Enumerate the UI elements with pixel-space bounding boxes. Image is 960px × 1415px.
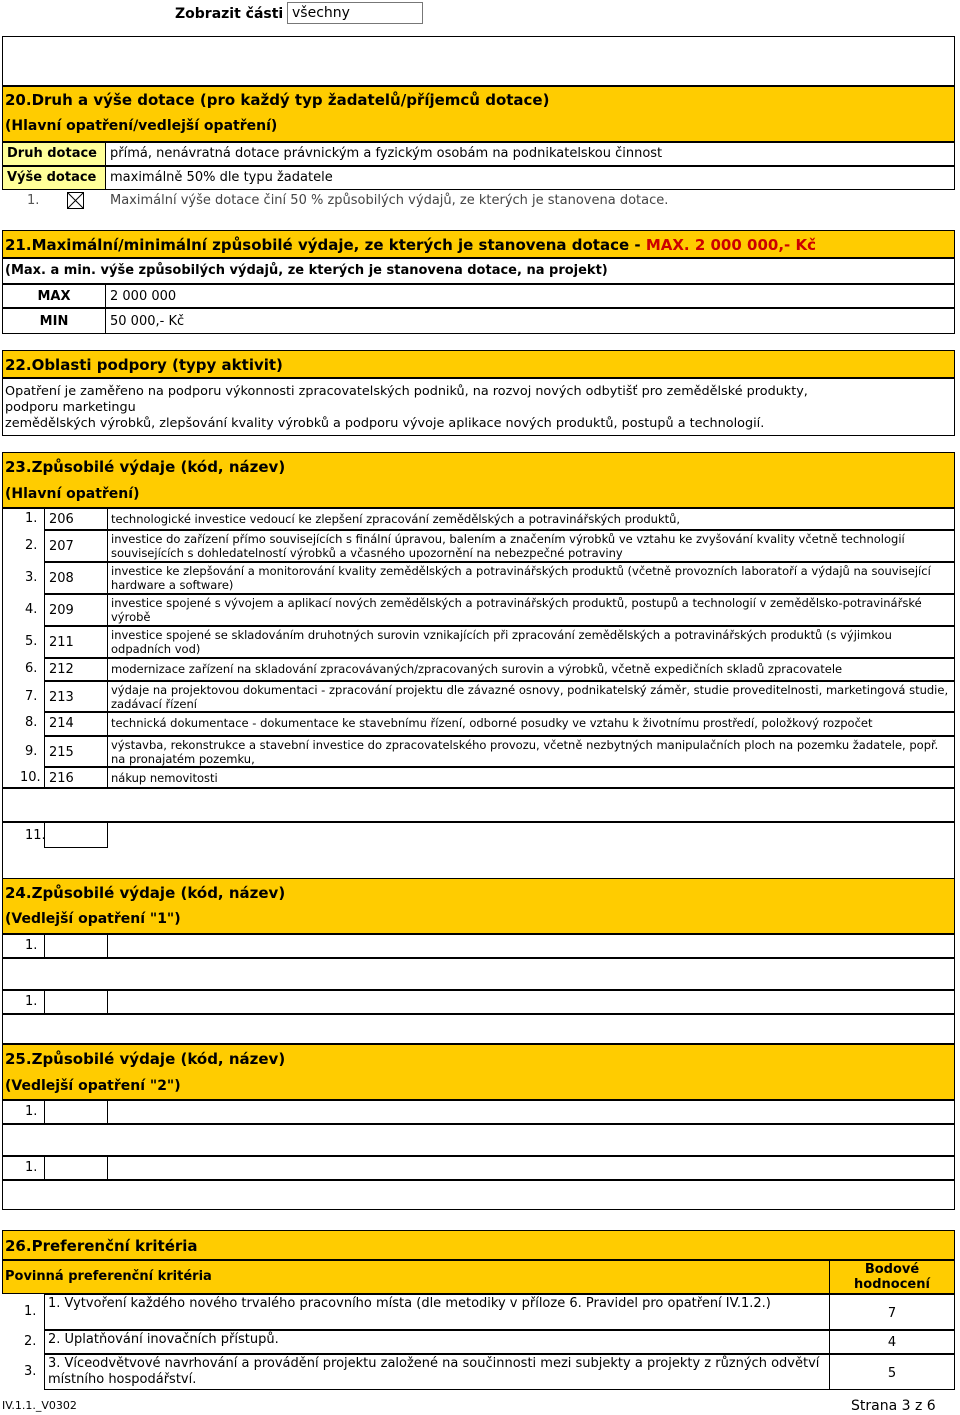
- expense-row-number: 1.: [25, 511, 38, 526]
- expense-row-text: technologické investice vedoucí ke zlepšení zpracování zemědělských a potravinářských produktů,: [107, 508, 955, 530]
- section-23-subtitle: (Hlavní opatření): [5, 486, 140, 502]
- criterion-score: 5: [829, 1354, 955, 1390]
- druh-dotace-label: Druh dotace: [2, 142, 106, 166]
- checkbox-checked-icon[interactable]: [67, 192, 84, 209]
- row-11-number: 11.: [25, 828, 46, 843]
- criterion-number: 3.: [24, 1364, 37, 1379]
- empty-box: [2, 36, 955, 86]
- criterion-score: 4: [829, 1330, 955, 1354]
- section-24-header: [2, 878, 955, 934]
- expense-row-text: investice spojené se skladováním druhotných surovin vznikajících při zpracování zemědělských a potravinářských produktů (s výjimkou odpadních vod): [107, 626, 955, 658]
- criterion-score: 7: [829, 1294, 955, 1330]
- criterion-text: 2. Uplatňování inovačních přístupů.: [44, 1330, 830, 1354]
- section-25-row-2-number: 1.: [25, 1160, 38, 1175]
- section-22-line-3: zemědělských výrobků, zlepšování kvality výrobků a podporu vývoje aplikace nových produktů, postupů a technologií.: [5, 416, 765, 431]
- expense-row-text: investice do zařízení přímo souvisejících s finální úpravou, balením a značením výrobků ve vztahu ke zvyšování kvality včetně technologií souvisejících s dohledatelností výrobků a včasného upozornění na nebezpečné potraviny: [107, 530, 955, 562]
- section-21-subheader: [2, 258, 955, 284]
- section-23-header: [2, 452, 955, 508]
- expense-row-text: nákup nemovitosti: [107, 767, 955, 788]
- section-23-title: 23.Způsobilé výdaje (kód, název): [5, 458, 286, 476]
- section-25-row-1: [2, 1100, 955, 1124]
- section-26-title: 26.Preferenční kritéria: [5, 1237, 198, 1255]
- section-24-title: 24.Způsobilé výdaje (kód, název): [5, 884, 286, 902]
- expense-row-number: 2.: [25, 538, 38, 553]
- section-22-body: [2, 378, 955, 436]
- expense-row-code: 208: [44, 562, 108, 594]
- section-24-row-2-number: 1.: [25, 994, 38, 1009]
- section-22-header: [2, 350, 955, 378]
- section-24-row-1-code: [44, 934, 108, 958]
- expense-row-text: investice ke zlepšování a monitorování kvality zemědělských a potravinářských produktů (včetně provozních laboratoří a výdajů na související hardware a software): [107, 562, 955, 594]
- expense-row-number: 7.: [25, 689, 38, 704]
- expense-row-code: 209: [44, 594, 108, 626]
- expense-row-number: 10.: [20, 770, 41, 785]
- expense-row-number: 6.: [25, 661, 38, 676]
- section-24-row-1-number: 1.: [25, 938, 38, 953]
- section-24-tail: [2, 1014, 955, 1044]
- expense-row-number: 5.: [25, 634, 38, 649]
- expense-row-text: modernizace zařízení na skladování zpracovávaných/zpracovaných surovin a výrobků, včetně expedičních skladů zpracovatele: [107, 658, 955, 681]
- section-21-subtitle: [5, 263, 608, 278]
- filter-select[interactable]: všechny: [287, 2, 423, 24]
- vyse-dotace-label: Výše dotace: [2, 166, 106, 190]
- section-21-title-main: 21.Maximální/minimální způsobilé výdaje, ze kterých je stanovena dotace -: [5, 236, 646, 254]
- item-text: Maximální výše dotace činí 50 % způsobilých výdajů, ze kterých je stanovena dotace.: [110, 193, 669, 208]
- section-21-header: [2, 230, 955, 258]
- section-21-subtitle-a: (Max. a min.: [5, 263, 101, 278]
- expense-row-code: 207: [44, 530, 108, 562]
- section-24-subtitle: (Vedlejší opatření "1"): [5, 911, 181, 927]
- expense-row-code: 215: [44, 736, 108, 767]
- vyse-dotace-value: maximálně 50% dle typu žadatele: [105, 166, 955, 190]
- section-22-title: 22.Oblasti podpory (typy aktivit): [5, 356, 283, 374]
- criterion-text: 1. Vytvoření každého nového trvalého pracovního místa (dle metodiky v příloze 6. Pravidel pro opatření IV.1.2.): [44, 1294, 830, 1330]
- section-26-subheader: [2, 1260, 830, 1294]
- section-21-title: [5, 236, 816, 254]
- expense-row-number: 4.: [25, 602, 38, 617]
- score-column-header: Bodové hodnocení: [829, 1260, 955, 1294]
- druh-dotace-value: přímá, nenávratná dotace právnickým a fyzickým osobám na podnikatelskou činnost: [105, 142, 955, 166]
- expense-row-text: investice spojené s vývojem a aplikací nových zemědělských a potravinářských produktů, postupů a technologií v zemědělsko-potravinářské výrobě: [107, 594, 955, 626]
- item-number: 1.: [27, 193, 40, 208]
- section-20-title: 20.Druh a výše dotace (pro každý typ žadatelů/příjemců dotace): [5, 91, 550, 109]
- min-value: 50 000,- Kč: [105, 308, 955, 334]
- expense-row-code: 206: [44, 508, 108, 530]
- section-24-row-2: [2, 990, 955, 1014]
- expense-row-code: 216: [44, 767, 108, 788]
- expense-row-text: technická dokumentace - dokumentace ke stavebnímu řízení, odborné posudky ve vztahu k životnímu prostředí, položkový rozpočet: [107, 712, 955, 736]
- section-24-row-1: [2, 934, 955, 958]
- expense-row-text: výstavba, rekonstrukce a stavební investice do zpracovatelského provozu, včetně nezbytných manipulačních ploch na pozemku žadatele, popř. na pronajatém pozemku,: [107, 736, 955, 767]
- criterion-text: 3. Víceodvětvové navrhování a provádění projektu založené na součinnosti mezi subjekty a projekty z různých odvětví místního hospodářství.: [44, 1354, 830, 1390]
- section-20-subtitle: (Hlavní opatření/vedlejší opatření): [5, 118, 278, 134]
- section-25-row-2-code: [44, 1156, 108, 1180]
- min-label: MIN: [2, 308, 106, 334]
- expense-row-number: 3.: [25, 570, 38, 585]
- expense-row-text: výdaje na projektovou dokumentaci - zpracování projektu dle závazné osnovy, podnikatelský záměr, studie proveditelnosti, marketingová studie, zadávací řízení: [107, 681, 955, 712]
- section-25-gap: [2, 1124, 955, 1156]
- section-22-line-1: Opatření je zaměřeno na podporu výkonnosti zpracovatelských podniků, na rozvoj nových odbytišť pro zemědělské produkty,: [5, 384, 808, 399]
- section-24-gap: [2, 958, 955, 990]
- criterion-number: 2.: [24, 1334, 37, 1349]
- section-24-row-2-code: [44, 990, 108, 1014]
- section-25-row-2: [2, 1156, 955, 1180]
- expense-row-code: 213: [44, 681, 108, 712]
- expense-row-code: 212: [44, 658, 108, 681]
- section-22-line-2: podporu marketingu: [5, 400, 136, 415]
- section-20-header: [2, 86, 955, 142]
- page-number: Strana 3 z 6: [851, 1398, 936, 1414]
- section-23-blank-row: [2, 788, 955, 822]
- expense-row-code: 214: [44, 712, 108, 736]
- section-25-title: 25.Způsobilé výdaje (kód, název): [5, 1050, 286, 1068]
- section-21-title-max: MAX. 2 000 000,- Kč: [645, 236, 816, 254]
- criterion-number: 1.: [24, 1304, 37, 1319]
- section-25-header: [2, 1044, 955, 1100]
- max-value: 2 000 000: [105, 284, 955, 308]
- section-26-header: [2, 1230, 955, 1260]
- section-25-subtitle: (Vedlejší opatření "2"): [5, 1078, 181, 1094]
- section-21-subtitle-b: výše způsobilých výdajů, ze kterých je stanovena dotace, na projekt): [100, 263, 608, 278]
- section-25-tail: [2, 1180, 955, 1210]
- section-26-subtitle: Povinná preferenční kritéria: [5, 1269, 212, 1284]
- section-25-row-1-number: 1.: [25, 1104, 38, 1119]
- section-23-row-11: [2, 822, 955, 880]
- expense-row-number: 9.: [25, 744, 38, 759]
- expense-row-code: 211: [44, 626, 108, 658]
- expense-row-number: 8.: [25, 715, 38, 730]
- filter-label: Zobrazit části: [175, 6, 284, 22]
- section-25-row-1-code: [44, 1100, 108, 1124]
- footer-code: IV.1.1._V0302: [2, 1399, 77, 1412]
- max-label: MAX: [2, 284, 106, 308]
